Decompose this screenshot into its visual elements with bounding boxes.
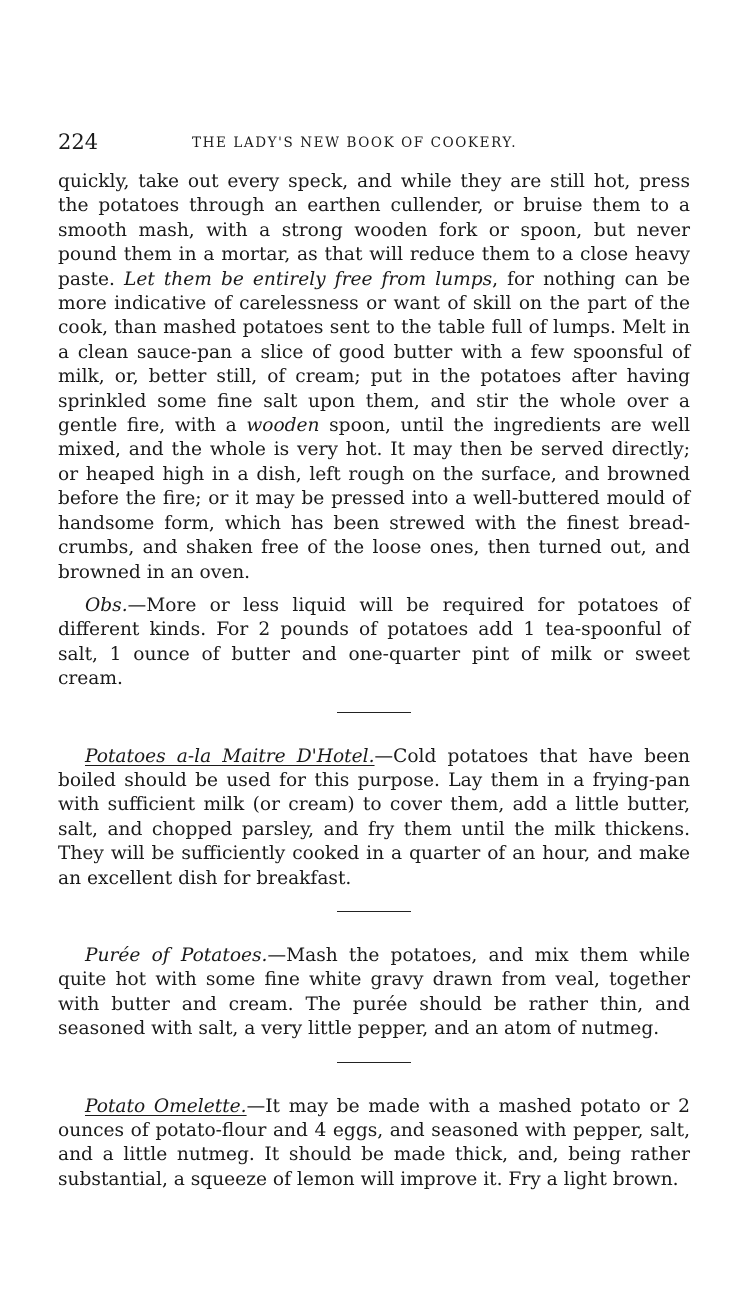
obs-label: Obs. — [85, 594, 128, 616]
recipe-text: —It may be made with a mashed potato or 2 ounces of potato-flour and 4 eggs, and seasoned with pepper, salt, and a little nutmeg. It should be made thick, and, being rather substantial, a squeeze of lemon will improve it. Fry a light brown. — [58, 1095, 691, 1190]
recipe-omelette — [58, 1095, 690, 1193]
emphasis-text: wooden — [246, 415, 320, 437]
page-header — [58, 130, 698, 156]
recipe-title: Potatoes a-la Maitre D'Hotel. — [85, 745, 375, 767]
recipe-text: —Mash the potatoes, and mix them while quite hot with some fine white gravy drawn from veal, together with butter and cream. The purée should be rather thin, and seasoned with salt, a very little pepper, and an atom of nutmeg. — [58, 944, 690, 1040]
recipe-text: —Cold potatoes that have been boiled should be used for this purpose. Lay them in a frying-pan with sufficient milk (or cream) to cover them, add a little butter, salt, and chopped parsley, and fry them until the milk thickens. They will be sufficiently cooked in a quarter of an hour, and make an excellent dish for breakfast. — [58, 745, 690, 889]
emphasis-text: Let them be entirely free from lumps — [123, 268, 493, 290]
section-divider — [337, 1062, 411, 1063]
page-number: 224 — [58, 130, 99, 154]
obs-paragraph — [58, 594, 690, 692]
running-title: THE LADY'S NEW BOOK OF COOKERY. — [192, 135, 518, 151]
section-divider — [337, 712, 411, 713]
paragraph-text: , for nothing can be more indicative of carelessness or want of skill on the part of the cook, than mashed potatoes sent to the table full of lumps. Melt in a clean sauce-pan a slice of good butter with a few spoonsful of milk, or, better still, of cream; put in the potatoes after having sprinkled some fine salt upon them, and stir the whole over a gentle fire, with a — [58, 268, 691, 437]
paragraph-text: spoon, until the ingredients are well mixed, and the whole is very hot. It may then be served directly; or heaped high in a dish, left rough on the surface, and browned before the fire; or it may be pressed into a well-buttered mould of handsome form, which has been strewed with the finest bread-crumbs, and shaken free of the loose ones, then turned out, and browned in an oven. — [58, 415, 691, 583]
recipe-puree — [58, 944, 690, 1042]
recipe-title: Potato Omelette. — [85, 1095, 247, 1117]
recipe-title: Purée of Potatoes. — [85, 944, 268, 966]
obs-text: —More or less liquid will be required for potatoes of different kinds. For 2 pounds of potatoes add 1 tea-spoonful of salt, 1 ounce of butter and one-quarter pint of milk or sweet cream. — [58, 594, 690, 690]
paragraph-text: quickly, take out every speck, and while they are still hot, press the potatoes through an earthen cullender, or bruise them to a smooth mash, with a strong wooden fork or spoon, but never pound them in a mortar, as that will reduce them to a close heavy paste. — [58, 171, 690, 290]
recipe-maitre-dhotel — [58, 745, 690, 891]
continued-paragraph — [58, 170, 690, 585]
section-divider — [337, 911, 411, 912]
page-body — [58, 170, 690, 1192]
